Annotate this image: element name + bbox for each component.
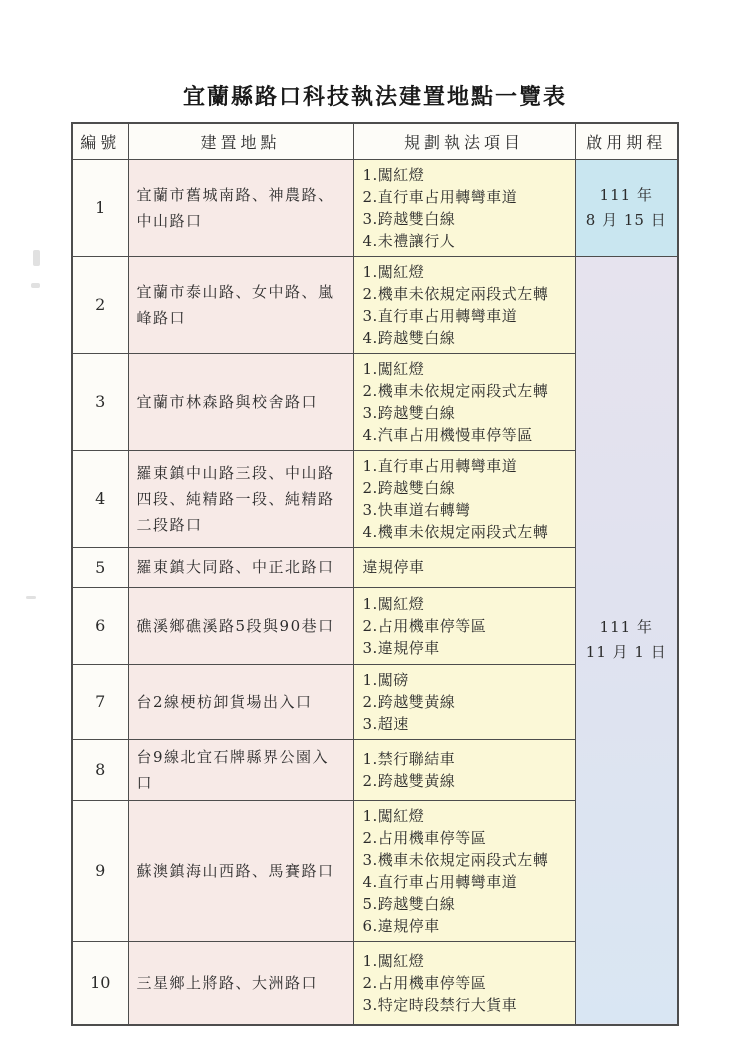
enforcement-item: 1.闖紅燈 [362,951,425,970]
schedule-date-line: 111 年 [599,185,653,204]
row-number: 5 [72,547,128,587]
installation-location: 宜蘭市泰山路、女中路、嵐峰路口 [128,256,353,353]
installation-location: 台2線梗枋卸貨場出入口 [128,664,353,739]
enforcement-items [353,800,575,941]
enforcement-item: 2.直行車占用轉彎車道 [362,187,518,206]
column-header-4: 啟用期程 [575,123,678,159]
enforcement-item: 3.直行車占用轉彎車道 [362,306,518,325]
enforcement-item: 1.闖紅燈 [362,359,425,378]
column-header-1: 編號 [72,123,128,159]
enforcement-item: 3.違規停車 [362,638,440,657]
enforcement-item: 2.機車未依規定兩段式左轉 [362,381,549,400]
enforcement-item: 1.闖紅燈 [362,806,425,825]
installation-location: 台9線北宜石牌縣界公園入口 [128,739,353,800]
table-row [72,256,678,353]
enforcement-item: 1.直行車占用轉彎車道 [362,456,518,475]
enforcement-items [353,739,575,800]
enforcement-item: 2.機車未依規定兩段式左轉 [362,284,549,303]
enforcement-items [353,256,575,353]
installation-location: 羅東鎮大同路、中正北路口 [128,547,353,587]
scan-artifact [31,283,40,288]
installation-location: 宜蘭市舊城南路、神農路、中山路口 [128,159,353,256]
enforcement-item: 5.跨越雙白線 [362,894,456,913]
row-number: 8 [72,739,128,800]
row-number: 9 [72,800,128,941]
enforcement-items [353,587,575,664]
enforcement-item: 3.跨越雙白線 [362,209,456,228]
enforcement-items [353,547,575,587]
enforcement-item: 2.占用機車停等區 [362,616,487,635]
enforcement-item: 3.跨越雙白線 [362,403,456,422]
scan-artifact [26,596,36,599]
enforcement-item: 4.機車未依規定兩段式左轉 [362,522,549,541]
row-number: 10 [72,941,128,1025]
installation-location: 礁溪鄉礁溪路5段與90巷口 [128,587,353,664]
row-number: 6 [72,587,128,664]
enforcement-items [353,159,575,256]
enforcement-item: 違規停車 [362,558,425,576]
installation-location: 蘇澳鎮海山西路、馬賽路口 [128,800,353,941]
enforcement-items [353,941,575,1025]
installation-location: 宜蘭市林森路與校舍路口 [128,353,353,450]
enforcement-item: 2.跨越雙黃線 [362,771,456,790]
enforcement-item: 3.超速 [362,714,409,733]
activation-schedule [575,256,678,1025]
installation-location: 羅東鎮中山路三段、中山路四段、純精路一段、純精路二段路口 [128,450,353,547]
enforcement-item: 2.占用機車停等區 [362,973,487,992]
enforcement-item: 2.跨越雙白線 [362,478,456,497]
enforcement-item: 4.跨越雙白線 [362,328,456,347]
enforcement-item: 1.禁行聯結車 [362,749,456,768]
enforcement-item: 1.闖磅 [362,670,409,689]
enforcement-table [71,122,679,1026]
page-title: 宜蘭縣路口科技執法建置地點一覽表 [182,84,567,110]
enforcement-items [353,353,575,450]
header-row [72,123,678,159]
enforcement-item: 6.違規停車 [362,916,440,935]
enforcement-item: 3.快車道右轉彎 [362,500,471,519]
row-number: 3 [72,353,128,450]
enforcement-items [353,450,575,547]
enforcement-item: 2.占用機車停等區 [362,828,487,847]
column-header-2: 建置地點 [128,123,353,159]
enforcement-item: 3.機車未依規定兩段式左轉 [362,850,549,869]
enforcement-item: 4.直行車占用轉彎車道 [362,872,518,891]
row-number: 4 [72,450,128,547]
table-body [72,159,678,1025]
enforcement-item: 3.特定時段禁行大貨車 [362,995,518,1014]
row-number: 7 [72,664,128,739]
enforcement-item: 4.未禮讓行人 [362,231,456,250]
schedule-date-line: 8 月 15 日 [585,210,667,229]
enforcement-item: 1.闖紅燈 [362,594,425,613]
scan-artifact [33,250,40,266]
enforcement-item: 1.闖紅燈 [362,262,425,281]
activation-schedule [575,159,678,256]
enforcement-items [353,664,575,739]
row-number: 2 [72,256,128,353]
schedule-date-line: 111 年 [599,618,653,637]
schedule-date-line: 11 月 1 日 [585,643,667,662]
enforcement-item: 4.汽車占用機慢車停等區 [362,425,533,444]
installation-location: 三星鄉上將路、大洲路口 [128,941,353,1025]
table-row [72,159,678,256]
enforcement-item: 1.闖紅燈 [362,165,425,184]
column-header-3: 規劃執法項目 [353,123,575,159]
enforcement-item: 2.跨越雙黃線 [362,692,456,711]
row-number: 1 [72,159,128,256]
